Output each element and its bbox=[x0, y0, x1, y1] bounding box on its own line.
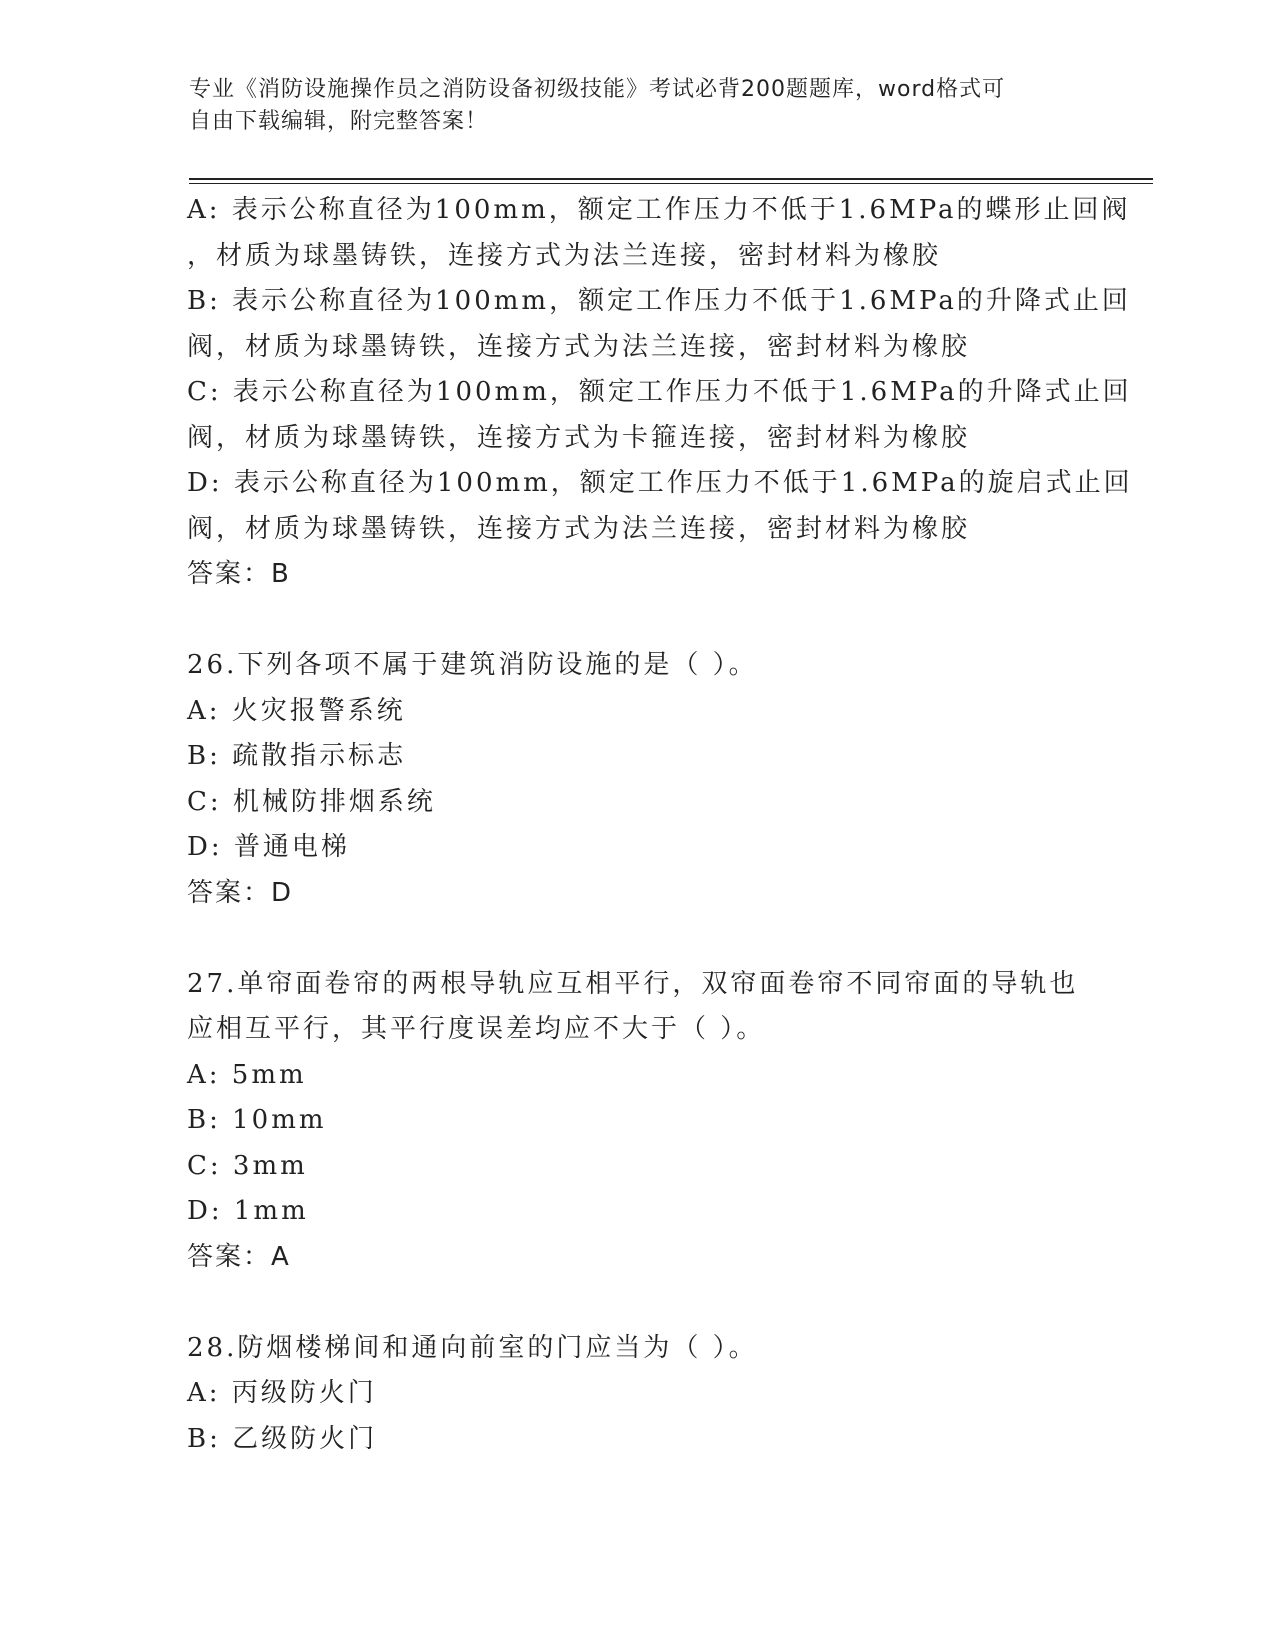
header-rule-thick bbox=[189, 178, 1153, 180]
page-header bbox=[189, 74, 1069, 138]
option-a-line-2: ，材质为球墨铸铁，连接方式为法兰连接，密封材料为橡胶 bbox=[187, 240, 942, 271]
question-list bbox=[187, 188, 1133, 1462]
option-c: C: 3mm bbox=[187, 1150, 308, 1181]
option-c: C: 机械防排烟系统 bbox=[187, 786, 436, 817]
option-d: D: 1mm bbox=[187, 1196, 309, 1226]
option-d: D: 普通电梯 bbox=[187, 832, 350, 862]
question-28 bbox=[187, 1326, 1087, 1463]
option-b-line-1: B: 表示公称直径为100mm，额定工作压力不低于1.6MPa的升降式止回 bbox=[187, 286, 1131, 316]
answer-line: 答案：A bbox=[187, 1241, 291, 1272]
answer-line: 答案：B bbox=[187, 559, 291, 589]
spacer bbox=[187, 598, 1087, 644]
option-b: B: 疏散指示标志 bbox=[187, 741, 407, 771]
header-line-1: 专业《消防设施操作员之消防设备初级技能》考试必背200题题库，word格式可 bbox=[189, 77, 1006, 102]
option-b-line-2: 阀，材质为球墨铸铁，连接方式为法兰连接，密封材料为橡胶 bbox=[187, 331, 971, 362]
spacer bbox=[187, 916, 1087, 962]
option-a: A: 丙级防火门 bbox=[187, 1378, 377, 1408]
spacer bbox=[187, 1280, 1087, 1326]
option-c-line-1: C: 表示公称直径为100mm，额定工作压力不低于1.6MPa的升降式止回 bbox=[187, 377, 1132, 407]
option-c-line-2: 阀，材质为球墨铸铁，连接方式为卡箍连接，密封材料为橡胶 bbox=[187, 422, 971, 453]
option-d-line-2: 阀，材质为球墨铸铁，连接方式为法兰连接，密封材料为橡胶 bbox=[187, 513, 971, 544]
question-26 bbox=[187, 643, 1087, 916]
option-b: B: 乙级防火门 bbox=[187, 1423, 378, 1454]
answer-line: 答案：D bbox=[187, 877, 294, 908]
header-rule-thin bbox=[189, 183, 1153, 184]
question-text-line-2: 应相互平行，其平行度误差均应不大于（ ）。 bbox=[187, 1014, 766, 1044]
option-a-line-1: A: 表示公称直径为100mm，额定工作压力不低于1.6MPa的蝶形止回阀 bbox=[187, 195, 1131, 225]
question-25-options bbox=[187, 188, 1133, 598]
option-d-line-1: D: 表示公称直径为100mm，额定工作压力不低于1.6MPa的旋启式止回 bbox=[187, 468, 1133, 498]
header-line-2: 自由下载编辑，附完整答案！ bbox=[189, 109, 489, 134]
question-text: 26.下列各项不属于建筑消防设施的是（ ）。 bbox=[187, 650, 758, 680]
question-text: 28.防烟楼梯间和通向前室的门应当为（ ）。 bbox=[187, 1332, 758, 1363]
option-b: B: 10mm bbox=[187, 1105, 327, 1135]
question-text-line-1: 27.单帘面卷帘的两根导轨应互相平行，双帘面卷帘不同帘面的导轨也 bbox=[187, 968, 1079, 999]
question-27 bbox=[187, 962, 1087, 1281]
option-a: A: 火灾报警系统 bbox=[187, 695, 406, 726]
option-a: A: 5mm bbox=[187, 1059, 307, 1090]
